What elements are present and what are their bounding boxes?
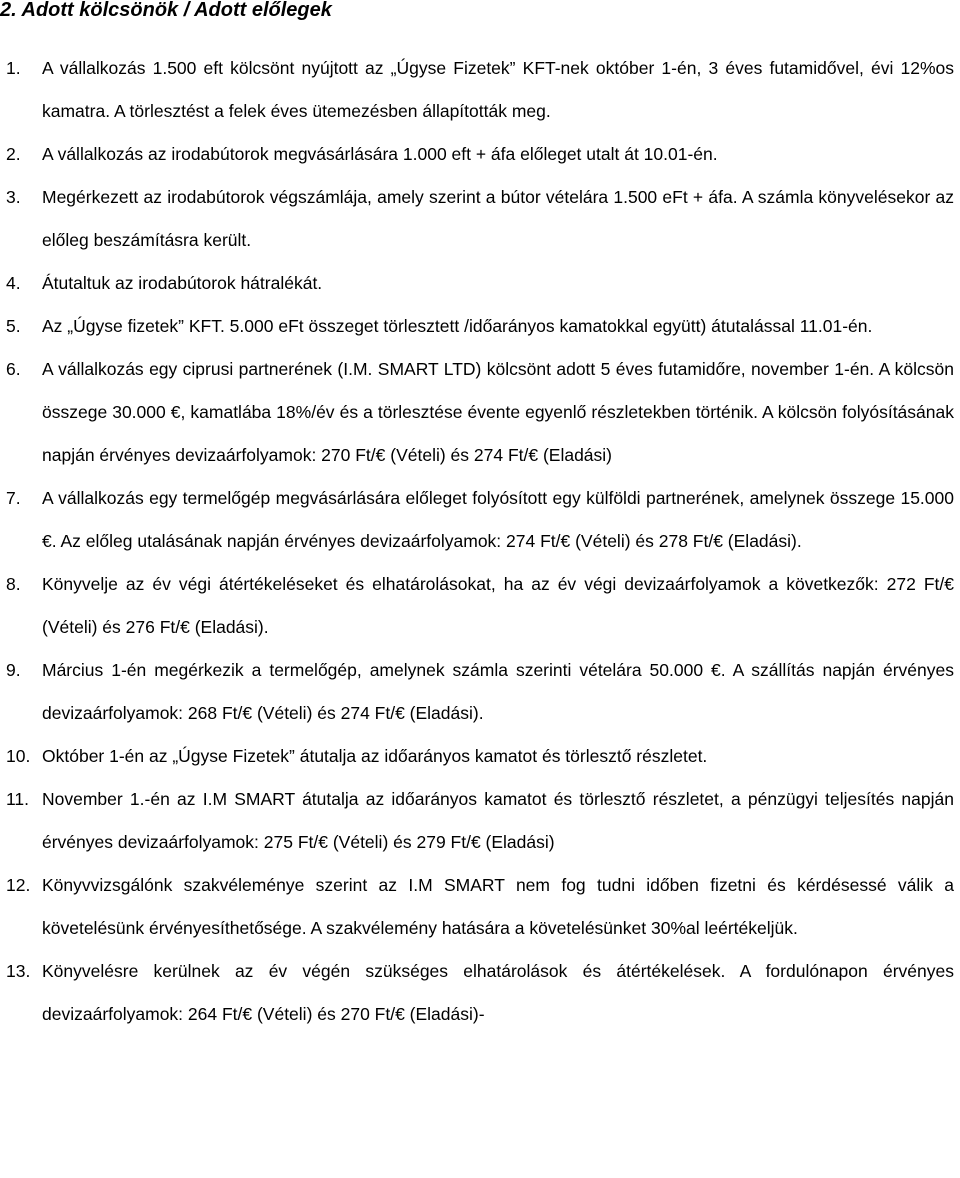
item-number: 1. bbox=[6, 58, 21, 78]
list-item bbox=[0, 649, 954, 735]
item-number: 8. bbox=[6, 574, 21, 594]
item-text: Az „Úgyse fizetek” KFT. 5.000 eFt összeget törlesztett /időarányos kamatokkal együtt) átutalással 11.01-én. bbox=[42, 316, 873, 336]
item-number: 13. bbox=[6, 961, 31, 981]
item-text: Könyvelje az év végi átértékeléseket és elhatárolásokat, ha az év végi devizaárfolyamok a következők: 272 Ft/€ (Vételi) és 276 Ft/€ (Eladási). bbox=[42, 574, 954, 637]
task-list bbox=[0, 47, 954, 1036]
item-text: A vállalkozás az irodabútorok megvásárlására 1.000 eft + áfa előleget utalt át 10.01-én. bbox=[42, 144, 718, 164]
item-text: Megérkezett az irodabútorok végszámlája, amely szerint a bútor vételára 1.500 eFt + áfa. A számla könyvelésekor az előleg beszámításra került. bbox=[42, 187, 954, 250]
item-number: 11. bbox=[6, 789, 30, 809]
item-number: 4. bbox=[6, 273, 21, 293]
list-item bbox=[0, 348, 954, 477]
list-item bbox=[0, 305, 954, 348]
item-number: 12. bbox=[6, 875, 31, 895]
section-heading: 2. Adott kölcsönök / Adott előlegek bbox=[0, 0, 332, 21]
item-number: 5. bbox=[6, 316, 21, 336]
item-text: Október 1-én az „Úgyse Fizetek” átutalja az időarányos kamatot és törlesztő részletet. bbox=[42, 746, 708, 766]
item-number: 6. bbox=[6, 359, 21, 379]
list-item bbox=[0, 950, 954, 1036]
list-item bbox=[0, 477, 954, 563]
item-text: Könyvelésre kerülnek az év végén szükséges elhatárolások és átértékelések. A fordulónapon érvényes devizaárfolyamok: 264 Ft/€ (Vételi) és 270 Ft/€ (Eladási)- bbox=[42, 961, 954, 1024]
list-item bbox=[0, 47, 954, 133]
list-item bbox=[0, 735, 954, 778]
item-number: 10. bbox=[6, 746, 31, 766]
item-text: November 1.-én az I.M SMART átutalja az időarányos kamatot és törlesztő részletet, a pénzügyi teljesítés napján érvényes devizaárfolyamok: 275 Ft/€ (Vételi) és 279 Ft/€ (Eladási) bbox=[42, 789, 954, 852]
item-number: 2. bbox=[6, 144, 21, 164]
item-text: Könyvvizsgálónk szakvéleménye szerint az I.M SMART nem fog tudni időben fizetni és kérdésessé válik a követelésünk érvényesíthetősége. A szakvélemény hatására a követelésünket 30%al leértékeljük. bbox=[42, 875, 954, 938]
item-text: Március 1-én megérkezik a termelőgép, amelynek számla szerinti vételára 50.000 €. A szállítás napján érvényes devizaárfolyamok: 268 Ft/€ (Vételi) és 274 Ft/€ (Eladási). bbox=[42, 660, 954, 723]
item-number: 7. bbox=[6, 488, 21, 508]
item-number: 3. bbox=[6, 187, 21, 207]
item-text: A vállalkozás egy ciprusi partnerének (I.M. SMART LTD) kölcsönt adott 5 éves futamidőre, november 1-én. A kölcsön összege 30.000 €, kamatlába 18%/év és a törlesztése évente egyenlő részletekben történik. A kölcsön folyósításának napján érvényes devizaárfolyamok: 270 Ft/€ (Vételi) és 274 Ft/€ (Eladási) bbox=[42, 359, 954, 465]
list-item bbox=[0, 778, 954, 864]
item-text: Átutaltuk az irodabútorok hátralékát. bbox=[42, 273, 323, 293]
item-number: 9. bbox=[6, 660, 21, 680]
list-item bbox=[0, 262, 954, 305]
list-item bbox=[0, 563, 954, 649]
list-item bbox=[0, 133, 954, 176]
list-item bbox=[0, 176, 954, 262]
item-text: A vállalkozás 1.500 eft kölcsönt nyújtott az „Úgyse Fizetek” KFT-nek október 1-én, 3 éves futamidővel, évi 12%os kamatra. A törlesztést a felek éves ütemezésben állapították meg. bbox=[42, 58, 954, 121]
list-item bbox=[0, 864, 954, 950]
item-text: A vállalkozás egy termelőgép megvásárlására előleget folyósított egy külföldi partnerének, amelynek összege 15.000 €. Az előleg utalásának napján érvényes devizaárfolyamok: 274 Ft/€ (Vételi) és 278 Ft/€ (Eladási). bbox=[42, 488, 954, 551]
